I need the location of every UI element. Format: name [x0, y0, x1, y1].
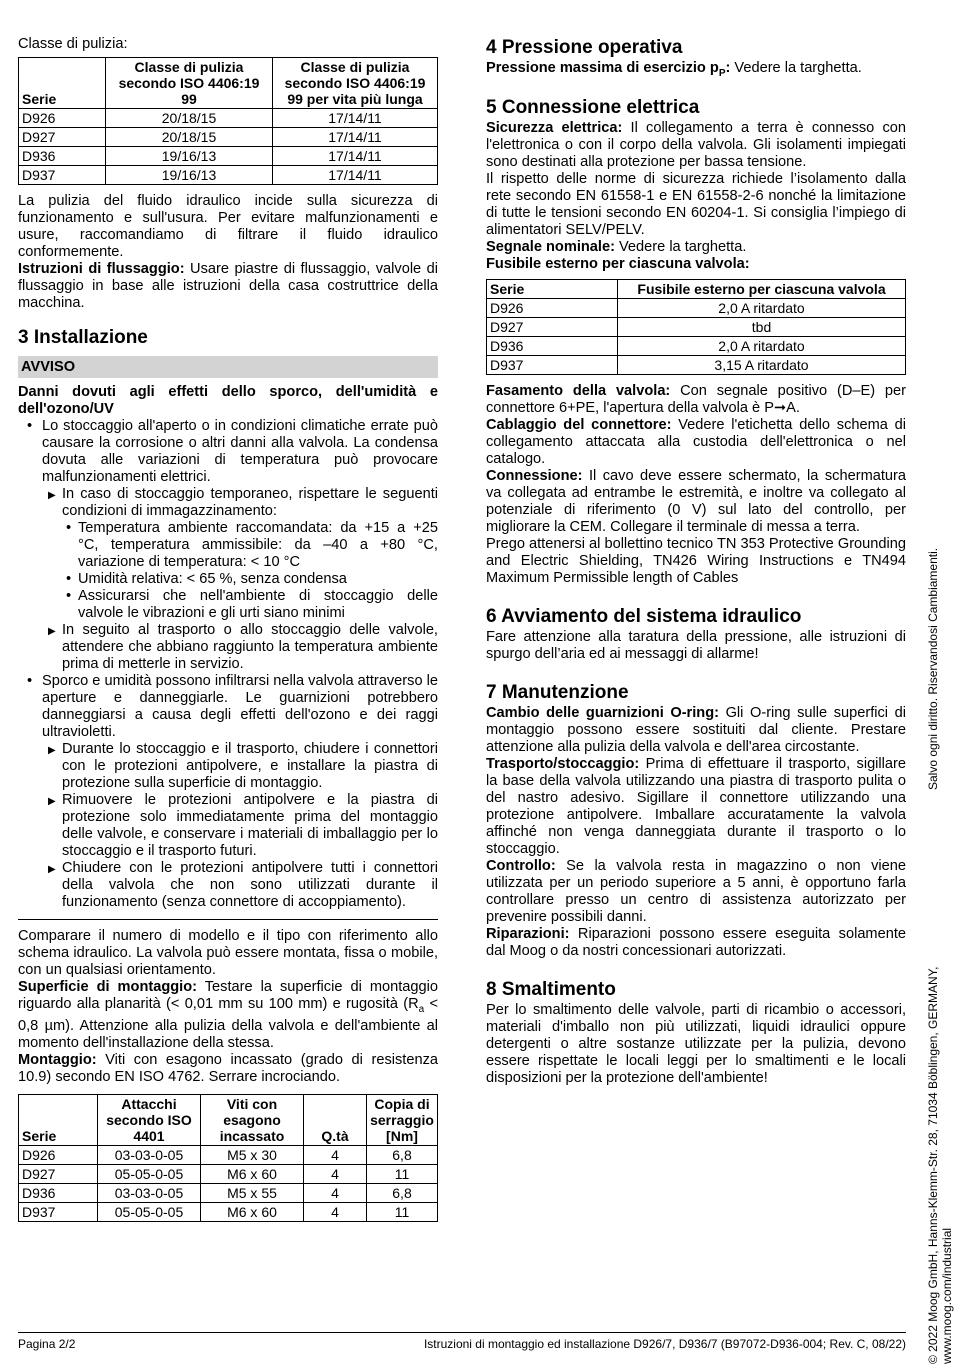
paragraph: Comparare il numero di modello e il tipo con riferimento allo schema idraulico. La valvola può essere montata, fissa o mobile, con un qualsiasi orientamento. — [18, 928, 438, 978]
table-header: Viti con esagono incassato — [201, 1094, 304, 1145]
paragraph: Fare attenzione alla taratura della pressione, alle istruzioni di spurgo dell’aria ed ai messaggi di allarme! — [486, 628, 906, 662]
list-item: • Assicurarsi che nell'ambiente di stoccaggio delle valvole le vibrazioni e gli urti siano minimi — [62, 588, 438, 622]
table-header: Copia di serraggio [Nm] — [367, 1094, 438, 1145]
divider — [18, 919, 438, 920]
table-row: D936 03-03-0-05 M5 x 55 4 6,8 — [19, 1183, 438, 1202]
table-row: D937 05-05-0-05 M6 x 60 4 11 — [19, 1202, 438, 1221]
document-title: Istruzioni di montaggio ed installazione D926/7, D936/7 (B97072-D936-004; Rev. C, 08/22) — [423, 1337, 906, 1351]
table-header: Serie — [487, 279, 618, 298]
table-row: D936 19/16/13 17/14/11 — [19, 147, 438, 166]
cleanliness-label: Classe di pulizia: — [18, 36, 128, 52]
section-heading: 3 Installazione — [18, 327, 148, 348]
list-item: ▶ In caso di stoccaggio temporaneo, rispettare le seguenti condizioni di immagazzinamento: • Temperatura ambiente raccomandata: da +15 a +25 °C, temperatura ammissibile: da –40 a +80 °C, variazione di temperatura: < 10 °C • Umidità relativa: < 65 %, senza condensa • Assicurarsi che nell'ambiente di stoccaggio delle valvole le vibrazioni e gli urti siano minimi — [42, 486, 438, 622]
table-row: D927 20/18/15 17/14/11 — [19, 128, 438, 147]
table-row: D927 05-05-0-05 M6 x 60 4 11 — [19, 1164, 438, 1183]
page-footer — [18, 1332, 906, 1351]
section-heading: 7 Manutenzione — [486, 681, 629, 703]
table-header: Classe di pulizia secondo ISO 4406:19 99 — [106, 58, 273, 109]
list-item: • Temperatura ambiente raccomandata: da +15 a +25 °C, temperatura ammissibile: da –40 a +80 °C, variazione di temperatura: < 10 °C — [62, 520, 438, 571]
paragraph: Fasamento della valvola: Con segnale positivo (D–E) per connettore 6+PE, l'apertura della valvola è P➞A. — [486, 382, 906, 416]
rights-notice: Salvo ogni diritto. Riservandosi Cambiamenti. — [926, 547, 940, 790]
section-heading: 4 Pressione operativa — [486, 37, 683, 58]
paragraph: Istruzioni di flussaggio: Usare piastre di flussaggio, valvole di flussaggio in base alle istruzioni della casa costruttrice della macchina. — [18, 261, 438, 311]
paragraph: Trasporto/stoccaggio: Prima di effettuare il trasporto, sigillare la base della valvola utilizzando una piastra di trasporto pulita o del nastro adesivo. Sigillare il connettore utilizzando una protezione antipolvere. Imballare accuratamente la valvola affinché non venga danneggiata durante il trasporto o lo stoccaggio. — [486, 755, 906, 857]
paragraph: Sicurezza elettrica: Il collegamento a terra è connesso con l'elettronica o con il corpo della valvola. Gli isolamenti impiegati sono destinati alla protezione per bassa tensione. — [486, 119, 907, 170]
paragraph: Segnale nominale: Vedere la targhetta. — [486, 238, 747, 255]
left-column — [18, 36, 438, 1222]
paragraph: Fusibile esterno per ciascuna valvola: — [486, 255, 750, 272]
list-item: • Umidità relativa: < 65 %, senza condensa — [62, 571, 438, 588]
cleanliness-table — [18, 57, 438, 185]
list-item: • Lo stoccaggio all'aperto o in condizioni climatiche errate può causare la corrosione o altri danni alla valvola. La condensa dovuta alle variazioni di temperatura può provocare malfunzionamenti elettrici. ▶ In caso di stoccaggio temporaneo, rispettare le seguenti condizioni di immagazzinamento: • Temperatura ambiente raccomandata: da +15 a +25 °C, temperatura ammissibile: da –40 a +80 °C, variazione di temperatura: < 10 °C • Umidità relativa: < 65 %, senza condensa • Assicurarsi che nell'ambiente di stoccaggio delle valvole le vibrazioni e gli urti siano minimi ▶ In seguito al trasporto o allo stoccaggio delle valvole, attendere che abbiano raggiunto la temperatura ambiente prima di metterle in servizio. — [18, 418, 438, 673]
table-header: Fusibile esterno per ciascuna valvola — [618, 279, 906, 298]
paragraph: Il rispetto delle norme di sicurezza richiede l’isolamento dalla rete secondo EN 61558-1 e EN 61558-2-6 nonché la limitazione di tutte le tensioni secondo EN 60204-1. Si consiglia l’impiego di alimentatori SELV/PELV. — [486, 170, 906, 238]
section-heading: 8 Smaltimento — [486, 978, 616, 1000]
paragraph: Montaggio: Viti con esagono incassato (grado di resistenza 10.9) secondo EN ISO 4762. Serrare incrociando. — [18, 1051, 438, 1085]
list-item: • Sporco e umidità possono infiltrarsi nella valvola attraverso le aperture e danneggiarle. Le guarnizioni potrebbero danneggiarsi a causa degli effetti dell'ozono e dei raggi ultravioletti. ▶ Durante lo stoccaggio e il trasporto, chiudere i connettori con le protezioni antipolvere, e installare la piastra di protezione sulla superficie di montaggio. ▶ Rimuovere le protezioni antipolvere e la piastra di protezione solo immediatamente prima del montaggio delle valvole, e conservare i materiali di imballaggio per lo stoccaggio e il trasporto futuri. ▶ Chiudere con le protezioni antipolvere tutti i connettori della valvola che non sono utilizzati durante il funzionamento (senza connettore di accoppiamento). — [18, 673, 438, 911]
table-row: D926 2,0 A ritardato — [487, 298, 906, 317]
list-item: ▶ Rimuovere le protezioni antipolvere e la piastra di protezione solo immediatamente prima del montaggio delle valvole, e conservare i materiali di imballaggio per lo stoccaggio e il trasporto futuri. — [42, 792, 438, 860]
table-row: D937 19/16/13 17/14/11 — [19, 166, 438, 185]
section-heading: 6 Avviamento del sistema idraulico — [486, 605, 802, 627]
list-item: ▶ In seguito al trasporto o allo stoccaggio delle valvole, attendere che abbiano raggiunto la temperatura ambiente prima di metterle in servizio. — [42, 622, 438, 673]
paragraph: Pressione massima di esercizio $p_P$: Vedere la targhetta. — [486, 60, 862, 79]
table-row: D927 tbd — [487, 317, 906, 336]
right-column — [486, 36, 906, 1087]
bullet-list — [18, 418, 438, 911]
paragraph: Cambio delle guarnizioni O-ring: Gli O-ring sulle superfici di montaggio possono essere sostituiti dal cliente. Prestare attenzione alla pulizia della valvola e dell'area circostante. — [486, 704, 906, 755]
notice-banner: AVVISO — [18, 356, 438, 378]
table-row: D926 03-03-0-05 M5 x 30 4 6,8 — [19, 1145, 438, 1164]
table-row: D936 2,0 A ritardato — [487, 336, 906, 355]
paragraph: Superficie di montaggio: Testare la superficie di montaggio riguardo alla planarità (< 0,01 mm su 100 mm) e rugosità ($R_a < 0,8$ µm). Attenzione alla pulizia della valvola e dell'ambiente al momento dell'installazione della stessa. — [18, 979, 439, 1051]
paragraph: Riparazioni: Riparazioni possono essere eseguita solamente dal Moog o da nostri concessionari autorizzati. — [486, 925, 906, 959]
section-heading: 5 Connessione elettrica — [486, 96, 700, 118]
table-row: D937 3,15 A ritardato — [487, 355, 906, 374]
paragraph: La pulizia del fluido idraulico incide sulla sicurezza di funzionamento e sull'usura. Per evitare malfunzionamenti e usure, raccomandiamo di filtrare il fluido idraulico conformemente. — [18, 193, 438, 260]
table-header: Serie — [19, 1094, 98, 1145]
page-number: Pagina 2/2 — [18, 1337, 76, 1351]
table-header: Q.tà — [304, 1094, 367, 1145]
list-item: ▶ Durante lo stoccaggio e il trasporto, chiudere i connettori con le protezioni antipolvere, e installare la piastra di protezione sulla superficie di montaggio. — [42, 741, 438, 792]
paragraph: Connessione: Il cavo deve essere schermato, la schermatura va collegata ad entrambe le estremità, e inoltre va collegato al potenziale di riferimento (0 V) sul lato del controllo, per migliorare la CEM. Collegare il terminale di messa a terra. — [486, 467, 906, 535]
company-info: © 2022 Moog GmbH, Hanns-Klemm-Str. 28, 71034 Böblingen, GERMANY, www.moog.com/industrial — [926, 966, 954, 1364]
warning-title: Danni dovuti agli effetti dello sporco, dell'umidità e dell'ozono/UV — [18, 384, 438, 417]
table-header: Classe di pulizia secondo ISO 4406:19 99 per vita più lunga — [273, 58, 438, 109]
paragraph: Controllo: Se la valvola resta in magazzino o non viene utilizzata per un periodo superiore a 5 anni, è opportuno farla controllare presso un centro di assistenza autorizzato per prevenire possibili danni. — [486, 857, 906, 925]
table-header: Serie — [19, 58, 106, 109]
mounting-table — [18, 1094, 438, 1222]
fuse-table — [486, 279, 906, 375]
table-row: D926 20/18/15 17/14/11 — [19, 109, 438, 128]
paragraph: Prego attenersi al bollettino tecnico TN 353 Protective Grounding and Electric Shielding, TN426 Wiring Instructions e TN494 Maximum Permissible length of Cables — [486, 535, 906, 586]
paragraph: Per lo smaltimento delle valvole, parti di ricambio o accessori, materiali d'imballo non più utilizzati, liquidi idraulici oppure detergenti o altre sostanze utilizzate per la pulizia, devono essere rispettate le locali leggi per lo smaltimenti e le locali disposizioni per la protezione dell'ambiente! — [486, 1001, 906, 1086]
list-item: ▶ Chiudere con le protezioni antipolvere tutti i connettori della valvola che non sono utilizzati durante il funzionamento (senza connettore di accoppiamento). — [42, 860, 438, 911]
table-header: Attacchi secondo ISO 4401 — [98, 1094, 201, 1145]
paragraph: Cablaggio del connettore: Vedere l'etichetta dello schema di collegamento attaccata alla custodia dell'elettronica o nel catalogo. — [486, 416, 907, 467]
